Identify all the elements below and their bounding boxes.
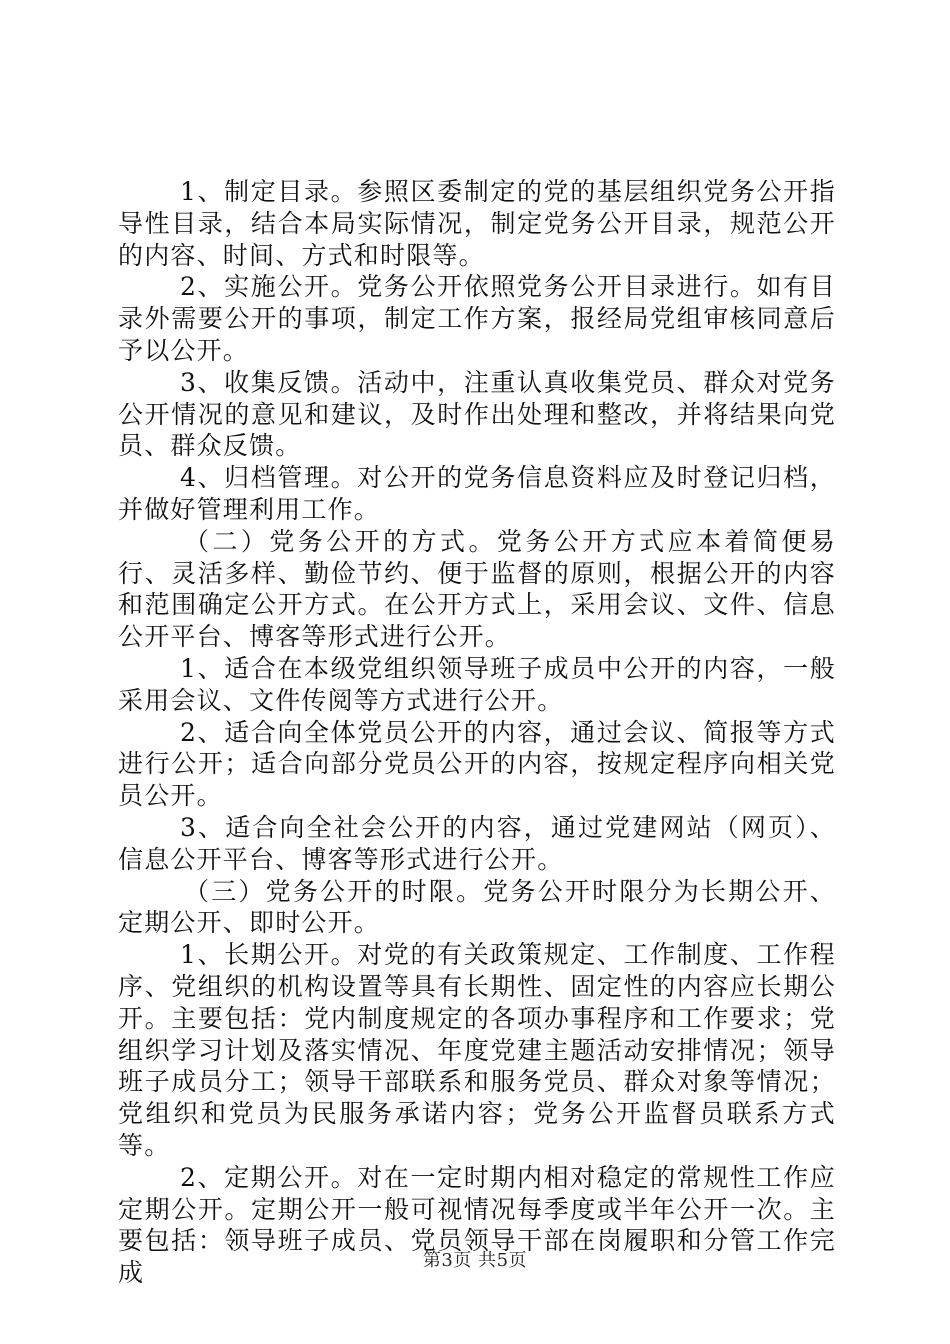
paragraph-catalog: 1、制定目录。参照区委制定的党的基层组织党务公开指导性目录，结合本局实际情况，制定党务公开目录，规范公开的内容、时间、方式和时限等。 bbox=[118, 177, 836, 270]
paragraph-implement: 2、实施公开。党务公开依照党务公开目录进行。如有目录外需要公开的事项，制定工作方案，报经局党组审核同意后予以公开。 bbox=[118, 272, 836, 365]
paragraph-periodic: 2、定期公开。对在一定时期内相对稳定的常规性工作应定期公开。定期公开一般可视情况每季度或半年公开一次。主要包括：领导班子成员、党员领导干部在岗履职和分管工作完成 bbox=[118, 1162, 836, 1288]
paragraph-long-term: 1、长期公开。对党的有关政策规定、工作制度、工作程序、党组织的机构设置等具有长期性、固定性的内容应长期公开。主要包括：党内制度规定的各项办事程序和工作要求；党组织学习计划及落实情况、年度党建主题活动安排情况；领导班子成员分工；领导干部联系和服务党员、群众对象等情况；党组织和党员为民服务承诺内容；党务公开监督员联系方式等。 bbox=[118, 940, 836, 1160]
paragraph-feedback: 3、收集反馈。活动中，注重认真收集党员、群众对党务公开情况的意见和建议，及时作出处理和整改，并将结果向党员、群众反馈。 bbox=[118, 367, 836, 461]
paragraph-method-1: 1、适合在本级党组织领导班子成员中公开的内容，一般采用会议、文件传阅等方式进行公开。 bbox=[118, 653, 836, 715]
document-body bbox=[118, 176, 836, 1289]
paragraph-archive: 4、归档管理。对公开的党务信息资料应及时登记归档，并做好管理利用工作。 bbox=[118, 463, 836, 524]
section-heading-methods: （二）党务公开的方式。党务公开方式应本着简便易行、灵活多样、勤俭节约、便于监督的原则，根据公开的内容和范围确定公开方式。在公开方式上，采用会议、文件、信息公开平台、博客等形式进行公开。 bbox=[118, 526, 836, 652]
paragraph-method-2: 2、适合向全体党员公开的内容，通过会议、简报等方式进行公开；适合向部分党员公开的内容，按规定程序向相关党员公开。 bbox=[118, 717, 836, 811]
paragraph-method-3: 3、适合向全社会公开的内容，通过党建网站（网页）、信息公开平台、博客等形式进行公开。 bbox=[118, 812, 836, 874]
section-heading-timeframe: （三）党务公开的时限。党务公开时限分为长期公开、定期公开、即时公开。 bbox=[118, 876, 836, 938]
page-footer: 第3页 共5页 bbox=[422, 1250, 528, 1271]
